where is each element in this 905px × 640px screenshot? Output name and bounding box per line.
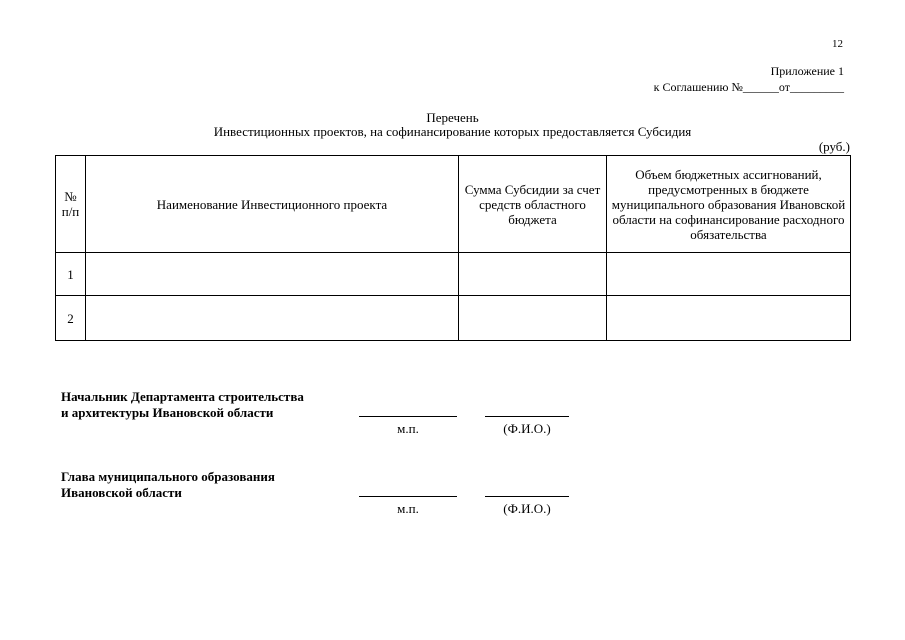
signature-title bbox=[61, 469, 275, 501]
table-row bbox=[56, 296, 851, 341]
agreement-number-blank: ______ bbox=[742, 80, 779, 94]
table-row bbox=[56, 253, 851, 296]
currency-note: (руб.) bbox=[818, 139, 850, 154]
signature-title bbox=[61, 389, 304, 421]
document-title: Перечень bbox=[426, 110, 479, 125]
row-municipal-budget bbox=[607, 253, 851, 296]
row-municipal-budget bbox=[607, 296, 851, 341]
header-municipal-budget: Объем бюджетных ассигнований, предусмотренных в бюджете муниципального образования Ивановской области на софинансирование расходного обязательства bbox=[607, 156, 851, 253]
name-label: (Ф.И.О.) bbox=[503, 421, 551, 436]
name-signature-line bbox=[485, 416, 569, 417]
agreement-prefix: к Соглашению № bbox=[653, 80, 743, 94]
header-project-name: Наименование Инвестиционного проекта bbox=[86, 156, 459, 253]
signature-title-line1: Глава муниципального образования bbox=[61, 469, 275, 484]
projects-table bbox=[55, 155, 851, 341]
page-number: 12 bbox=[832, 38, 843, 50]
row-num: 2 bbox=[56, 296, 86, 341]
document-subtitle: Инвестиционных проектов, на софинансирование которых предоставляется Субсидия bbox=[213, 124, 692, 139]
signature-title-line1: Начальник Департамента строительства bbox=[61, 389, 304, 404]
table-header-row bbox=[56, 156, 851, 253]
name-signature-line bbox=[485, 496, 569, 497]
stamp-label: м.п. bbox=[397, 421, 419, 436]
stamp-label: м.п. bbox=[397, 501, 419, 516]
agreement-date-blank: _________ bbox=[790, 80, 844, 94]
appendix-title: Приложение 1 bbox=[770, 64, 844, 78]
signature-title-line2: Ивановской области bbox=[61, 485, 182, 500]
row-project-name bbox=[86, 253, 459, 296]
row-subsidy-amount bbox=[459, 296, 607, 341]
stamp-signature-line bbox=[359, 496, 457, 497]
agreement-reference bbox=[654, 80, 844, 95]
stamp-signature-line bbox=[359, 416, 457, 417]
row-project-name bbox=[86, 296, 459, 341]
agreement-from: от bbox=[778, 80, 790, 94]
header-num: № п/п bbox=[56, 156, 86, 253]
name-label: (Ф.И.О.) bbox=[503, 501, 551, 516]
row-subsidy-amount bbox=[459, 253, 607, 296]
signature-title-line2: и архитектуры Ивановской области bbox=[61, 405, 274, 420]
row-num: 1 bbox=[56, 253, 86, 296]
header-subsidy-amount: Сумма Субсидии за счет средств областного бюджета bbox=[459, 156, 607, 253]
